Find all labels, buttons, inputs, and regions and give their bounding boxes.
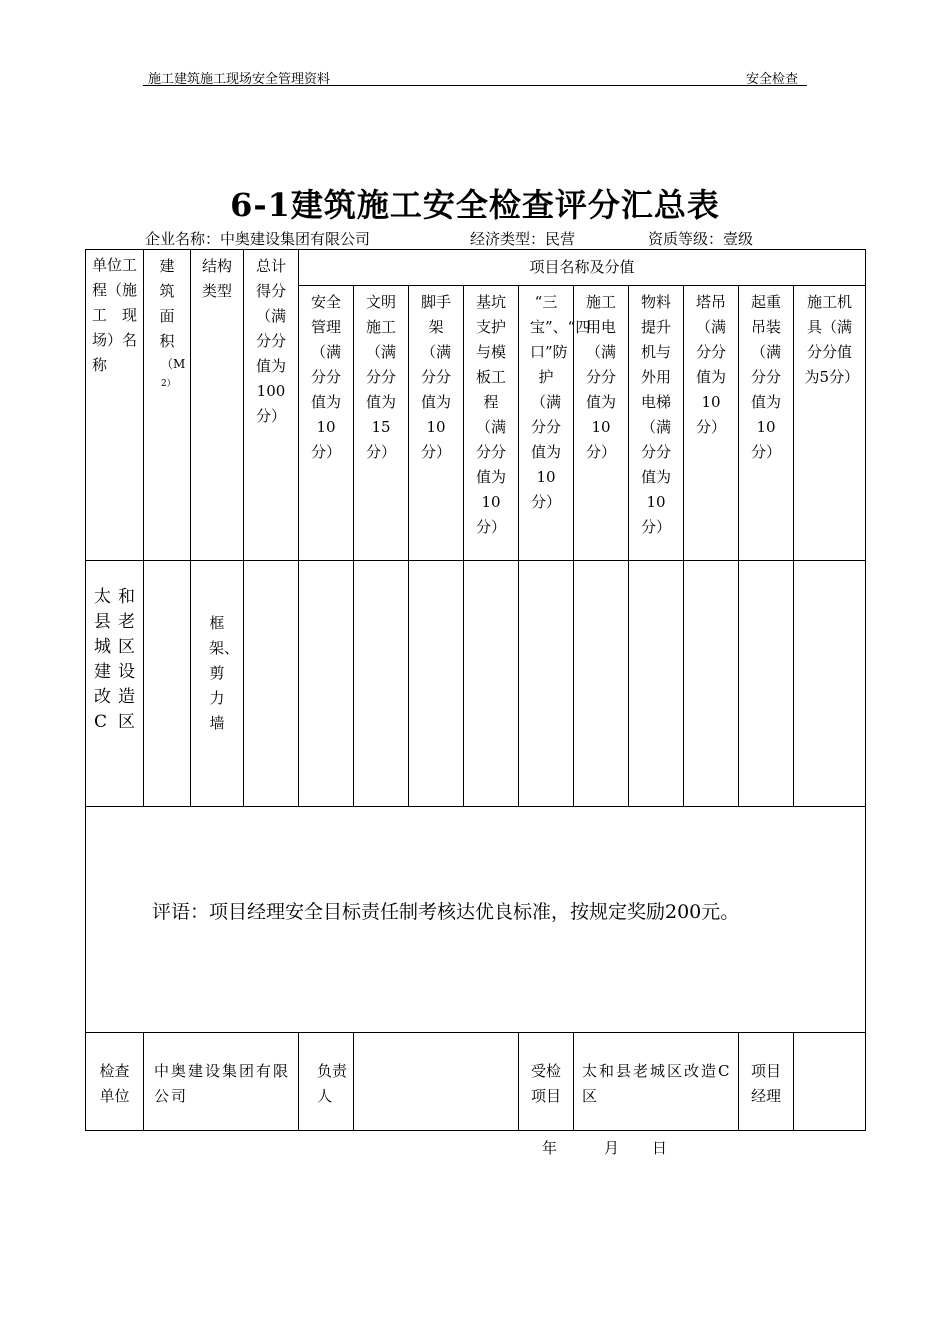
score-cell [299, 561, 354, 807]
col-unit-name-header [86, 250, 144, 561]
item-header-8 [739, 286, 794, 561]
col-structure-header [191, 250, 244, 561]
item-label: 物料提升机与外用电梯（满分分值为10分） [640, 293, 671, 536]
items-header-label: 项目名称及分值 [529, 258, 635, 276]
item-header-2 [409, 286, 464, 561]
inspected-project-label: 受检项目 [530, 1062, 561, 1105]
item-header-4 [519, 286, 591, 561]
item-header-7 [684, 286, 739, 561]
col-area-header [144, 250, 191, 561]
col-area-unit: （M [161, 357, 186, 371]
economy-type: 经济类型：民营 [470, 230, 576, 248]
header-row-1 [86, 250, 866, 286]
item-label: 脚手架（满分分值为10分） [420, 293, 451, 461]
page-title: 6-1建筑施工安全检查评分汇总表 [230, 186, 720, 224]
total-score-cell [244, 561, 299, 807]
item-header-1 [354, 286, 409, 561]
col-unit-name-label: 单位工程（施工现场）名称 [92, 256, 138, 374]
qualification-level: 资质等级：壹级 [648, 230, 754, 248]
item-label: 文明施工（满分分值为15分） [365, 293, 396, 461]
col-total-header [244, 250, 299, 561]
score-cell [354, 561, 409, 807]
date-year: 年 [542, 1139, 558, 1157]
score-cell [684, 561, 739, 807]
col-structure-label: 结构类型 [201, 257, 232, 300]
header-divider [143, 85, 807, 86]
date-month: 月 [604, 1139, 620, 1157]
item-label: 塔吊（满分分值为10分） [695, 293, 726, 436]
project-manager-label: 项目经理 [750, 1062, 781, 1105]
inspected-project-label-cell [519, 1033, 574, 1131]
comment-row [86, 807, 866, 1033]
item-label: 施工机具（满分分值为5分） [804, 293, 860, 386]
responsible-value-cell [354, 1033, 519, 1131]
score-summary-table [85, 249, 866, 1131]
area-cell [144, 561, 191, 807]
item-label: 起重吊装（满分分值为10分） [750, 293, 781, 461]
inspect-unit-value: 中奥建设集团有限公司 [154, 1062, 291, 1105]
item-label: 基坑支护与模板工程（满分分值为10分） [475, 293, 506, 536]
comment-text: 评语：项目经理安全目标责任制考核达优良标准，按规定奖励200元。 [152, 901, 740, 923]
item-label: 安全管理（满分分值为10分） [310, 293, 341, 461]
item-header-9 [794, 286, 866, 561]
score-cell [574, 561, 629, 807]
header-left: 施工建筑施工现场安全管理资料 [148, 72, 331, 87]
company-name: 企业名称：中奥建设集团有限公司 [145, 230, 371, 248]
responsible-label: 负责人 [317, 1062, 348, 1105]
item-label: 施工用电（满分分值为10分） [585, 293, 616, 461]
project-manager-value-cell [794, 1033, 866, 1131]
unit-name-value: 太和县老城区建设改造C区 [94, 587, 135, 732]
score-cell [519, 561, 574, 807]
col-area-unit-sup: 2） [161, 379, 176, 389]
item-header-6 [629, 286, 684, 561]
project-manager-label-cell [739, 1033, 794, 1131]
item-header-3 [464, 286, 519, 561]
header-right: 安全检查 [746, 72, 799, 87]
date-day: 日 [652, 1139, 668, 1157]
score-cell [794, 561, 866, 807]
inspected-project-value-cell [574, 1033, 739, 1131]
item-label: “三宝”、“四口”防护（满分分值为10分） [530, 293, 591, 511]
structure-value: 框架、剪力墙 [209, 614, 240, 732]
col-total-label: 总计得分（满分分值为100分） [255, 257, 286, 425]
score-cell [739, 561, 794, 807]
score-cell [629, 561, 684, 807]
item-header-0 [299, 286, 354, 561]
inspect-unit-label: 检查单位 [99, 1062, 130, 1105]
footer-row [86, 1033, 866, 1131]
responsible-label-cell [299, 1033, 354, 1131]
items-header-cell [299, 250, 866, 286]
inspect-unit-label-cell [86, 1033, 144, 1131]
unit-name-cell [86, 561, 144, 807]
col-area-label: 建筑面积 [159, 257, 175, 350]
structure-cell [191, 561, 244, 807]
score-cell [464, 561, 519, 807]
inspect-unit-value-cell [144, 1033, 299, 1131]
score-cell [409, 561, 464, 807]
table-row [86, 561, 866, 807]
comment-cell [86, 807, 866, 1033]
inspected-project-value: 太和县老城区改造C区 [582, 1062, 732, 1105]
